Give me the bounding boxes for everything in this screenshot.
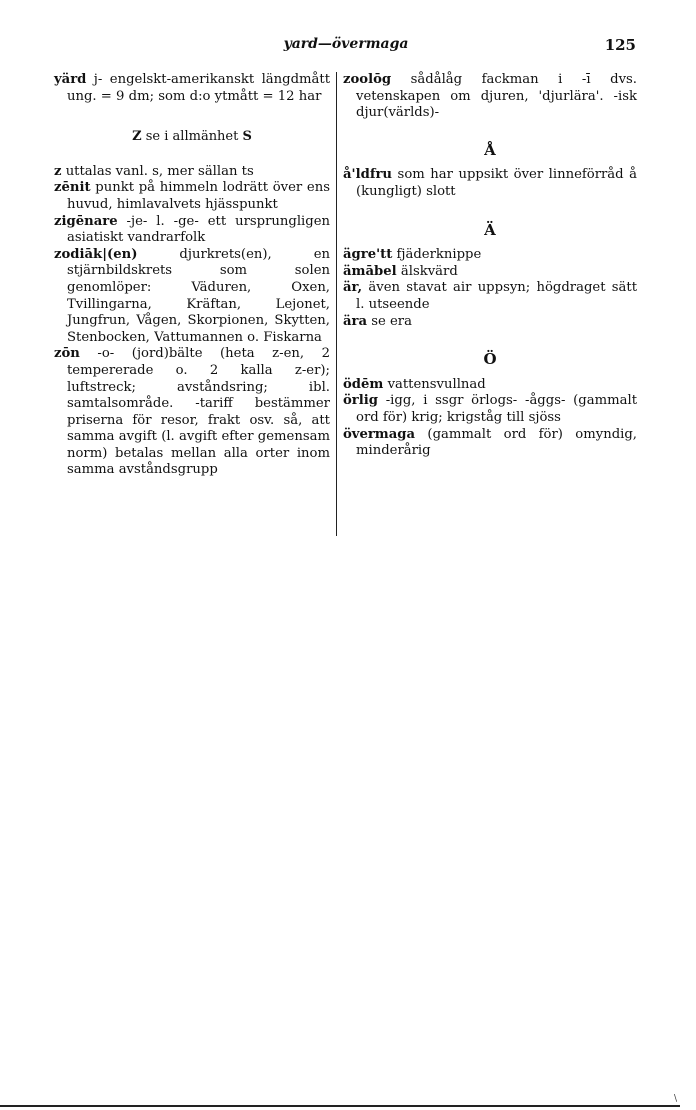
- dictionary-entry: [343, 264, 637, 281]
- column-divider: [336, 72, 337, 536]
- letter-glyph: Z: [132, 129, 142, 145]
- dictionary-entry: [343, 280, 637, 313]
- right-column: [343, 72, 637, 460]
- definition: -igg, i ssgr örlogs- -åggs- (gammalt ord för) krig; krigståg till sjöss: [356, 393, 637, 425]
- dictionary-entry: [343, 167, 637, 200]
- definition: uttalas vanl. s, mer sällan ts: [61, 163, 254, 179]
- headword: övermaga: [343, 426, 416, 442]
- headword: z: [54, 163, 62, 179]
- letter-glyph: S: [242, 129, 252, 145]
- definition: sådålåg fackman i -ī dvs. vetenskapen om djuren, 'djurlära'. -isk djur(världs)-: [356, 72, 637, 121]
- headword: är,: [343, 280, 363, 296]
- dictionary-entry: [54, 180, 330, 213]
- headword: yärd: [54, 72, 87, 87]
- dictionary-entry: [343, 247, 637, 264]
- headword: zoolōg: [343, 72, 392, 87]
- left-column: [54, 72, 330, 479]
- section-heading-aa: Å: [484, 140, 496, 159]
- dictionary-entry: [343, 427, 637, 460]
- headword: zigēnare: [54, 213, 118, 229]
- headword: ödēm: [343, 376, 384, 392]
- section-heading-oe: Ö: [483, 350, 497, 369]
- section-heading-text: se i allmänhet: [141, 129, 243, 145]
- headword: ämābel: [343, 263, 397, 279]
- definition: även stavat air uppsyn; högdraget sätt l. utseende: [356, 280, 637, 312]
- dictionary-entry: [343, 377, 637, 394]
- running-head: yard—övermaga: [283, 36, 409, 52]
- dictionary-entry: [343, 72, 637, 122]
- dictionary-entry: [343, 393, 637, 426]
- headword: å'ldfru: [343, 167, 393, 183]
- definition: se era: [367, 313, 412, 329]
- headword: ära: [343, 313, 368, 329]
- definition: fjäderknippe: [392, 247, 482, 263]
- headword: zodiāk|(en): [54, 246, 138, 262]
- definition: j- engelskt-amerikanskt längdmått ung. = 9 dm; som d:o ytmått = 12 har: [67, 72, 330, 104]
- dictionary-entry: [54, 214, 330, 247]
- dictionary-entry: [54, 164, 330, 181]
- corner-mark: \: [674, 1094, 678, 1104]
- section-heading-ae: Ä: [484, 220, 496, 239]
- headword: ägre'tt: [343, 247, 393, 263]
- definition: punkt på himmeln lodrätt över ens huvud, himlavalvets hjässpunkt: [67, 180, 330, 212]
- dictionary-entry: [54, 247, 330, 347]
- definition: älskvärd: [396, 263, 458, 279]
- definition: -je- l. -ge- ett ursprungligen asiatiskt vandrarfolk: [67, 213, 330, 246]
- definition: som har uppsikt över linneförråd å (kungligt) slott: [356, 167, 637, 199]
- dictionary-entry: [54, 346, 330, 479]
- dictionary-entry: [54, 72, 330, 105]
- definition: vattensvullnad: [383, 376, 486, 392]
- definition: -o- (jord)bälte (heta z-en, 2 tempererade o. 2 kalla z-er); luftstreck; avståndsring; ibl. samtalsområde. -tariff bestämmer priserna för resor, frakt osv. så, att samma avgift (l. avgift efter gemensam norm) betalas mellan alla orter inom samma avståndsgrupp: [67, 346, 330, 478]
- definition: (gammalt ord för) omyndig, minderårig: [356, 426, 637, 459]
- headword: örlig: [343, 393, 378, 409]
- definition: djurkrets(en), en stjärnbildskrets som solen genomlöper: Väduren, Oxen, Tvillingarna, Kräftan, Lejonet, Jungfrun, Vågen, Skorpionen, Skytten, Stenbocken, Vattumannen o. Fiskarna: [67, 246, 330, 345]
- section-heading-z: [54, 129, 330, 146]
- page-header: [54, 36, 638, 56]
- headword: zēnit: [54, 180, 91, 196]
- dictionary-entry: [343, 314, 637, 331]
- page-number: 125: [604, 36, 636, 54]
- bottom-rule: [0, 1105, 680, 1107]
- headword: zōn: [54, 346, 80, 362]
